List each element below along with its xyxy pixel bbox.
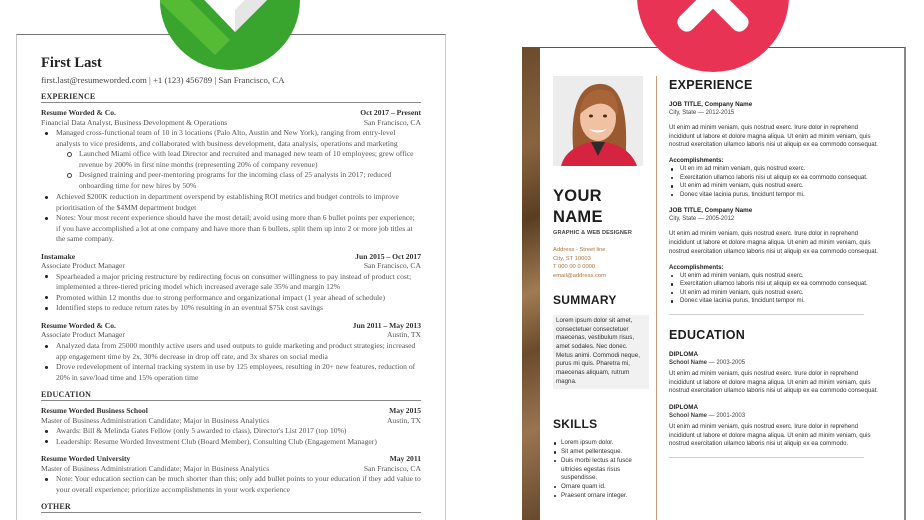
- bullet: Drove redevelopment of internal tracking system in use by 125 employees, resulting in 20+ new features, reduction of 20% in save/load time and 15% operation time: [41, 362, 421, 383]
- accomplishment: Exercitation ullamco laboris nisi ut aliquip ex ea commodo consequat.: [669, 280, 879, 289]
- skills-heading: SKILLS: [553, 417, 598, 432]
- column-divider: [656, 76, 657, 520]
- school-name: School Name: [669, 413, 708, 420]
- contact-address: Address - Street line: [553, 247, 606, 253]
- role-title: GRAPHIC & WEB DESIGNER: [553, 230, 632, 236]
- job-title: Financial Data Analyst, Business Development & Operations: [41, 117, 228, 127]
- bullet: Achieved $200K reduction in department overspend by establishing ROI metrics and budget controls to improve prioritisation of the $4MM department budget: [41, 192, 421, 213]
- skill-item: Sit amet pellentesque.: [553, 448, 645, 457]
- skill-item: Praesent ornare integer.: [553, 492, 645, 501]
- company-name: Resume Worded & Co.: [41, 108, 116, 117]
- skills-list: [553, 439, 645, 500]
- section-heading-education: EDUCATION: [41, 390, 421, 401]
- accomplishment: Ut enim ad minim veniam, quis nostrud exerc.: [669, 289, 879, 298]
- company-name: Resume Worded & Co.: [41, 320, 116, 330]
- accomplishment: Donec vitae lacinia purus, tincidunt tempor mi.: [669, 297, 879, 306]
- skill-item: Duis morbi lectus at fusce ultricies egestas risus suspendisse.: [553, 457, 645, 483]
- resume-name: First Last: [41, 55, 102, 71]
- degree: Master of Business Administration Candidate; Major in Business Analytics: [41, 463, 270, 473]
- diploma: DIPLOMA: [669, 350, 699, 358]
- bullet: Leadership: Resume Worded Investment Club (Board Member), Consulting Club (Engagement Manager): [41, 437, 421, 448]
- education-description: Ut enim ad minim veniam, quis nostrud exerc. Irure dolor in reprehend incididunt ut labore et dolore magna aliqua. Ut enim ad minim veniam, quis nostrud exercitation ullamco laboris nisi ut aliquip ex ea commodo.: [669, 423, 871, 448]
- accomplishment: Ut en im ad minim veniam, quis nostrud exerc.: [669, 165, 879, 174]
- graduation-date: May 2011: [389, 454, 421, 464]
- job-entry: [669, 207, 879, 305]
- bullet: Identified steps to reduce return rates by 10% resulting in an eventual $75k cost savings: [41, 303, 421, 314]
- experience-entry: [41, 252, 421, 314]
- bullet: Promoted within 12 months due to strong performance and organizational impact (1 year ahead of schedule): [41, 293, 421, 304]
- job-location: San Francisco, CA: [363, 261, 421, 271]
- job-description: Ut enim ad minim veniam, quis nostrud exerc. Irure dolor in reprehend incididunt ut labore et dolore magna aliqua. Ut enim ad minim veniam, quis nostrud exercitation ullamco laboris nisi ut aliquip ex ea commodo consequat.: [669, 230, 878, 255]
- job-title: Associate Product Manager: [41, 261, 125, 271]
- accomplishment: Exercitation ullamco laboris nisi ut aliquip ex ea commodo consequat.: [669, 174, 879, 183]
- accomplishment: Donec vitae lacinia purus, tincidunt tempor mi.: [669, 191, 879, 200]
- name-line-1: YOUR: [553, 187, 602, 205]
- education-entry: [669, 404, 879, 449]
- graduation-date: May 2015: [389, 406, 421, 416]
- name-line-2: NAME: [553, 208, 603, 226]
- bullet: Analyzed data from 25000 monthly active users and used outputs to guide marketing and product strategies; increased app engagement time by 2x, 30% decrease in drop off rate, and 3x shares on social media: [41, 341, 421, 362]
- section-heading-experience: EXPERIENCE: [41, 92, 421, 103]
- good-resume-document: [16, 34, 446, 520]
- job-meta: City, State — 2005-2012: [669, 216, 735, 223]
- school-name: Resume Worded Business School: [41, 406, 148, 416]
- education-entry: [41, 454, 421, 495]
- skill-item: Ornare quam id.: [553, 483, 645, 492]
- job-title: JOB TITLE, Company Name: [669, 207, 753, 215]
- school-years: — 2001-2003: [707, 413, 746, 420]
- bullet: Awards: Bill & Melinda Gates Fellow (only 5 awarded to class), Director's List 2017 (top 10%): [41, 426, 421, 437]
- bullet: Managed cross-functional team of 10 in 3 locations (Palo Alto, Austin and New York), ranging from entry-level analysts to vice presidents, and collaborated with business development, data analysis, operations and marketing: [41, 128, 421, 149]
- job-location: San Francisco, CA: [363, 117, 421, 127]
- check-icon: [160, 0, 300, 70]
- school-location: Austin, TX: [386, 415, 421, 425]
- diploma: DIPLOMA: [669, 404, 699, 412]
- skill-item: Lorem ipsum dolor.: [553, 439, 645, 448]
- education-description: Ut enim ad minim veniam, quis nostrud exerc. Irure dolor in reprehend incididunt ut labore et dolore magna aliqua. Ut enim ad minim veniam, quis nostrud exercitation ullamco laboris nisi ut aliquip ex ea commodo consequat.: [669, 369, 878, 395]
- contact-city: City, ST 10003: [553, 255, 591, 262]
- summary-heading: SUMMARY: [553, 292, 617, 307]
- section-divider: [669, 314, 864, 315]
- summary-text: Lorem ipsum dolor sit amet, consectetuer consectetuer maecenas, vestibulum risus, amet sodales. Nec donec. Metus animi. Commodi neque, purus mi quis. Pharetra mi, maecenas aliquam, rutrum magna.: [553, 315, 649, 390]
- decorative-side-stripe: [522, 48, 540, 520]
- accomplishments-label: Accomplishments:: [669, 263, 724, 271]
- experience-heading: EXPERIENCE: [669, 78, 753, 92]
- profile-photo: [553, 76, 643, 166]
- sub-bullet: Designed training and peer-mentoring programs for the incoming class of 25 analysts in 2017; reduced onboarding time for new hires by 50%: [41, 170, 421, 191]
- accomplishments-label: Accomplishments:: [669, 157, 724, 165]
- section-heading-other: OTHER: [41, 502, 421, 513]
- x-icon: [637, 0, 789, 72]
- job-dates: Jun 2011 – May 2013: [352, 320, 421, 330]
- bad-resume-document: [522, 47, 906, 520]
- bullet: Note: Your education section can be much shorter than this; only add bullet points to your education if they add value to your overall experience; prioritize accomplishments in your work experience: [41, 474, 421, 495]
- education-entry: [669, 351, 879, 396]
- company-name: Instamake: [41, 251, 76, 261]
- experience-entry: [41, 108, 421, 245]
- bullet: Spearheaded a major pricing restructure by redirecting focus on consumer willingness to pay instead of product cost; implemented a three-tiered pricing model which increased average sale 35% and margin 12%: [41, 272, 421, 293]
- job-entry: [669, 101, 879, 199]
- job-description: Ut enim ad minim veniam, quis nostrud exerc. Irure dolor in reprehend incididunt ut labore et dolore magna aliqua. Ut enim ad minim veniam, quis nostrud exercitation ullamco laboris nisi ut aliquip ex ea commodo consequat.: [669, 124, 878, 149]
- school-name: School Name: [669, 359, 708, 366]
- contact-email: email@address.com: [553, 273, 606, 280]
- education-entry: [41, 406, 421, 447]
- contact-block: [553, 246, 645, 281]
- accomplishment: Ut enim ad minim veniam, quis nostrud exerc.: [669, 272, 879, 281]
- experience-entry: [41, 321, 421, 383]
- school-location: San Francisco, CA: [363, 463, 421, 473]
- section-divider: [669, 457, 864, 458]
- job-location: Austin, TX: [386, 330, 421, 340]
- job-dates: Oct 2017 – Present: [360, 108, 421, 117]
- sub-bullet: Launched Miami office with lead Director and recruited and managed new team of 10 employees; grew office revenue by 200% in first nine months (representing 20% of company revenue): [41, 149, 421, 170]
- bullet: Notes: Your most recent experience should have the most detail; avoid using more than 6 bullet points per experience; if you have accomplished a lot at one company and have more than 6 bullets, split them up into 2 or more job titles at the same company.: [41, 213, 421, 245]
- school-name: Resume Worded University: [41, 454, 131, 464]
- education-heading: EDUCATION: [669, 327, 746, 342]
- left-column: [553, 186, 645, 500]
- accomplishment: Ut enim ad minim veniam, quis nostrud exerc.: [669, 182, 879, 191]
- job-title: JOB TITLE, Company Name: [669, 101, 753, 108]
- job-dates: Jun 2015 – Oct 2017: [355, 251, 421, 261]
- resume-contact: first.last@resumeworded.com | +1 (123) 456789 | San Francisco, CA: [41, 75, 285, 85]
- contact-phone: T 000 00 0 0000: [553, 264, 596, 271]
- job-meta: City, State — 2012-2015: [669, 110, 735, 116]
- right-column: [669, 78, 879, 471]
- job-title: Associate Product Manager: [41, 330, 125, 340]
- school-years: — 2003-2005: [707, 359, 746, 366]
- degree: Master of Business Administration Candidate; Major in Business Analytics: [41, 415, 270, 425]
